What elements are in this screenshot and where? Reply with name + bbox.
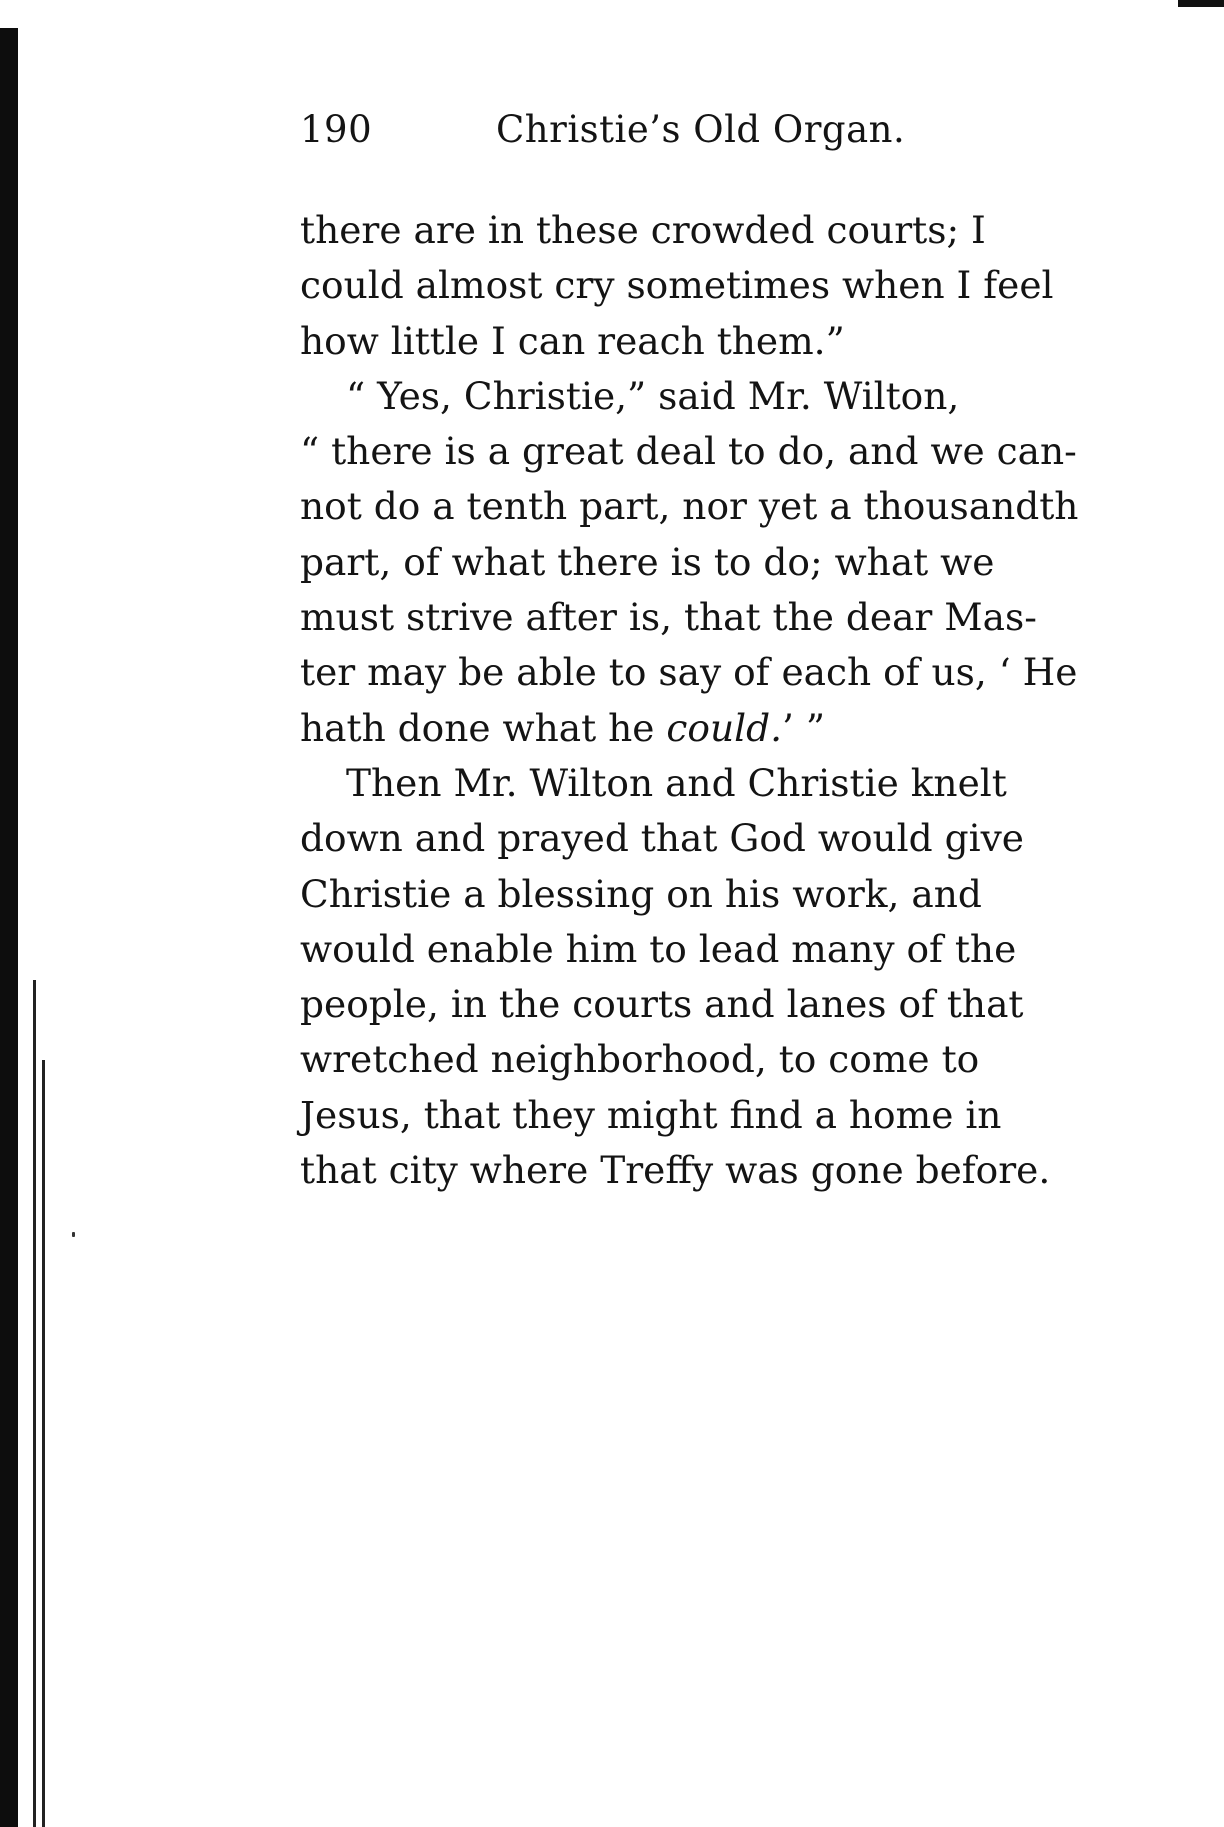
text-line: down and prayed that God would give xyxy=(300,816,1024,861)
text-line: part, of what there is to do; what we xyxy=(300,539,995,584)
text-line xyxy=(300,701,1046,756)
text-line: that city where Treffy was gone before. xyxy=(300,1148,1051,1193)
body-text xyxy=(300,203,1079,1198)
text-line: how little I can reach them.” xyxy=(300,318,845,363)
binding-edge-line xyxy=(33,980,36,1827)
text-line: would enable him to lead many of the xyxy=(300,926,1017,971)
text-line: could almost cry sometimes when I feel xyxy=(300,263,1054,308)
scan-edge-mark xyxy=(1178,0,1224,7)
page-number: 190 xyxy=(300,108,373,151)
paragraph xyxy=(300,203,1054,369)
text-line: “ there is a great deal to do, and we can- xyxy=(300,429,1077,474)
scan-speck xyxy=(72,1232,75,1237)
page-header xyxy=(300,102,1046,158)
binding-edge-shadow xyxy=(0,28,18,1827)
text-line: there are in these crowded courts; I xyxy=(300,208,986,252)
text-line: Then Mr. Wilton and Christie knelt xyxy=(346,760,1007,805)
text-line: must strive after is, that the dear Mas- xyxy=(300,595,1037,640)
text-line: Jesus, that they might find a home in xyxy=(300,1092,1002,1137)
text-run: hath done what he xyxy=(300,705,667,750)
text-line: wretched neighborhood, to come to xyxy=(300,1037,980,1082)
paragraph xyxy=(300,369,1079,756)
text-line: people, in the courts and lanes of that xyxy=(300,982,1024,1027)
binding-edge-line xyxy=(42,1060,45,1827)
text-line: ter may be able to say of each of us, ‘ He xyxy=(300,650,1078,695)
emphasized-text: could. xyxy=(666,705,783,750)
text-line: “ Yes, Christie,” said Mr. Wilton, xyxy=(346,373,960,418)
text-line: Christie a blessing on his work, and xyxy=(300,871,982,916)
text-run: ’ ” xyxy=(782,705,826,750)
running-title: Christie’s Old Organ. xyxy=(496,108,906,151)
text-line: not do a tenth part, nor yet a thousandth xyxy=(300,484,1079,529)
paragraph xyxy=(300,756,1051,1198)
